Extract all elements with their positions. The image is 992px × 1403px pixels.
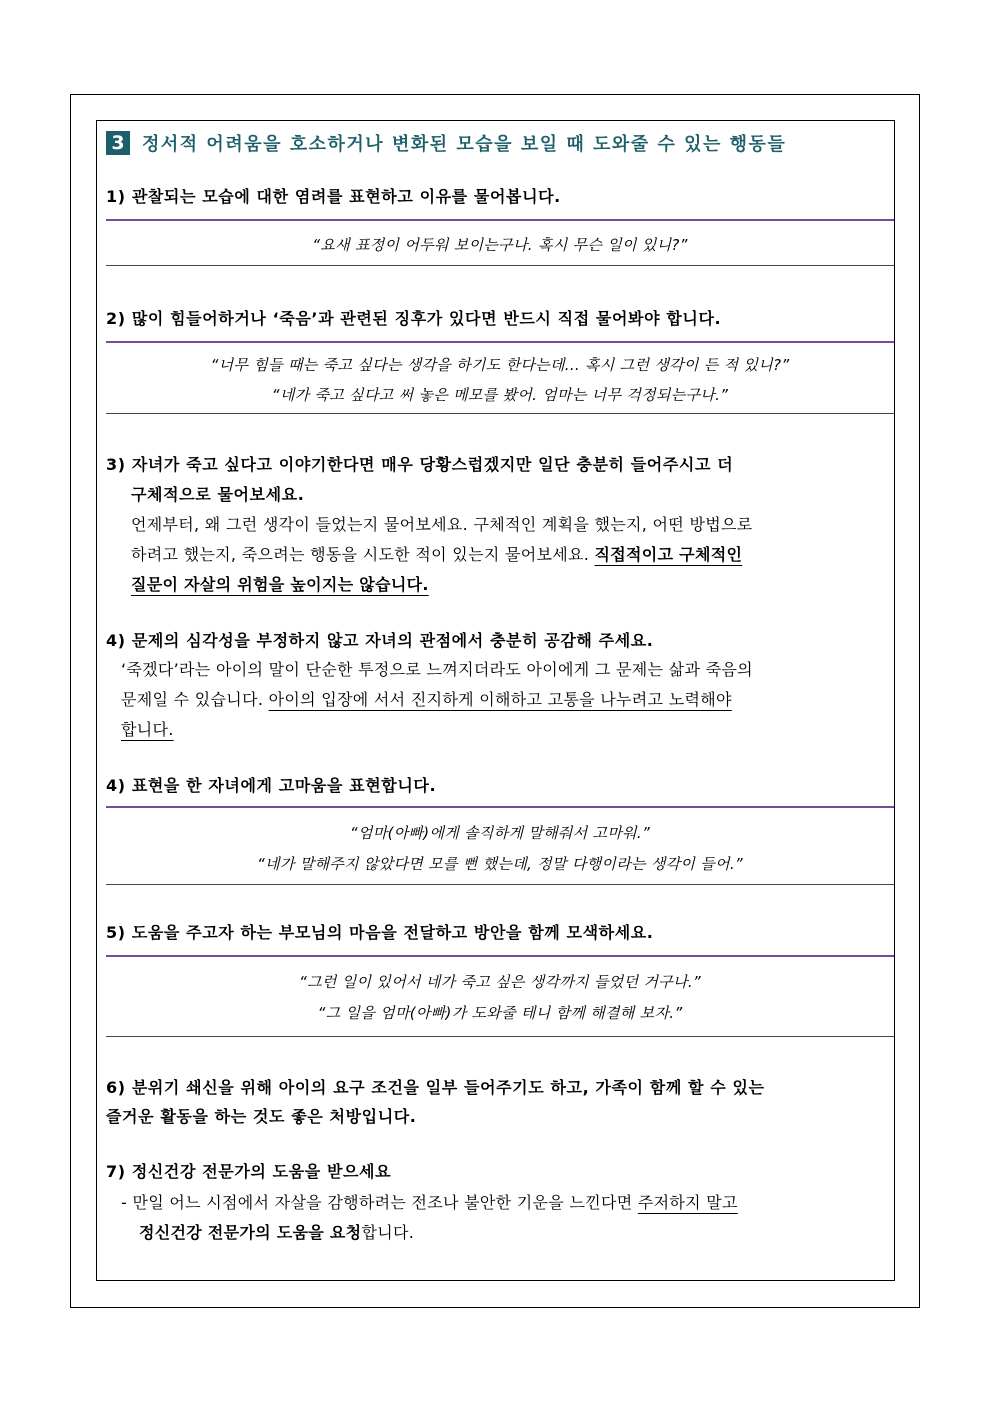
item-5-heading: 5) 도움을 주고자 하는 부모님의 마음을 전달하고 방안을 함께 모색하세요. bbox=[106, 923, 654, 942]
section-title-text: 정서적 어려움을 호소하거나 변화된 모습을 보일 때 도와줄 수 있는 행동들 bbox=[142, 134, 787, 155]
item-2-heading: 2) 많이 힘들어하거나 ‘죽음’과 관련된 징후가 있다면 반드시 직접 물어봐야 합니다. bbox=[106, 309, 722, 328]
item-3-heading-line-1 bbox=[106, 452, 886, 475]
item-6-heading-text: 6) 분위기 쇄신을 위해 아이의 요구 조건을 일부 들어주기도 하고, 가족이 함께 할 수 있는 bbox=[106, 1078, 765, 1097]
item-7-emphasis-2: 정신건강 전문가의 도움을 요청 bbox=[139, 1223, 362, 1242]
section-number-badge: 3 bbox=[106, 131, 130, 155]
item-4b-heading: 4) 표현을 한 자녀에게 고마움을 표현합니다. bbox=[106, 776, 437, 795]
item-7-body-text: - 만일 어느 시점에서 자살을 감행하려는 전조나 불안한 기운을 느낀다면 bbox=[121, 1193, 633, 1212]
item-1-quote-1: “요새 표정이 어두워 보이는구나. 혹시 무슨 일이 있니?” bbox=[312, 236, 688, 254]
item-4-emphasis-2: 합니다. bbox=[121, 720, 174, 739]
item-7-body-line-1 bbox=[121, 1190, 738, 1213]
item-4-heading: 4) 문제의 심각성을 부정하지 않고 자녀의 관점에서 충분히 공감해 주세요. bbox=[106, 631, 654, 650]
divider-gray bbox=[106, 884, 894, 885]
item-3-heading-line-2: 구체적으로 물어보세요. bbox=[131, 485, 305, 504]
item-1-heading: 1) 관찰되는 모습에 대한 염려를 표현하고 이유를 물어봅니다. bbox=[106, 187, 561, 206]
item-2-quote-1: “너무 힘들 때는 죽고 싶다는 생각을 하기도 한다는데... 혹시 그런 생각이 든 적 있니?” bbox=[210, 356, 790, 374]
item-4-emphasis-1: 아이의 입장에 서서 진지하게 이해하고 고통을 나누려고 노력해야 bbox=[268, 690, 732, 709]
divider-gray bbox=[106, 1036, 894, 1037]
item-4-body-text: 문제일 수 있습니다. bbox=[121, 690, 264, 709]
item-3-emphasis-1: 직접적이고 구체적인 bbox=[594, 545, 743, 564]
item-6-heading-line-2: 즐거운 활동을 하는 것도 좋은 처방입니다. bbox=[106, 1107, 417, 1126]
item-2-quote-2: “네가 죽고 싶다고 써 놓은 메모를 봤어. 엄마는 너무 걱정되는구나.” bbox=[271, 386, 729, 404]
divider-gray bbox=[106, 413, 894, 414]
item-4-body-line-1: ‘죽겠다’라는 아이의 말이 단순한 투정으로 느껴지더라도 아이에게 그 문제는 삶과 죽음의 bbox=[121, 660, 753, 679]
item-5-quote-1: “그런 일이 있어서 네가 죽고 싶은 생각까지 들었던 거구나.” bbox=[299, 973, 701, 991]
divider-purple bbox=[106, 219, 894, 221]
item-3-body-text: 하려고 했는지, 죽으려는 행동을 시도한 적이 있는지 물어보세요. bbox=[131, 545, 590, 564]
item-7-body-end: 합니다. bbox=[361, 1223, 415, 1242]
divider-purple bbox=[106, 341, 894, 343]
divider-purple bbox=[106, 806, 894, 808]
item-7-heading: 7) 정신건강 전문가의 도움을 받으세요 bbox=[106, 1162, 392, 1181]
item-3-body-line-2 bbox=[131, 542, 742, 565]
item-3-body-line-1: 언제부터, 왜 그런 생각이 들었는지 물어보세요. 구체적인 계획을 했는지, 어떤 방법으로 bbox=[131, 515, 753, 534]
item-5-quote-2: “그 일을 엄마(아빠)가 도와줄 테니 함께 해결해 보자.” bbox=[317, 1004, 683, 1022]
item-3-heading-text: 3) 자녀가 죽고 싶다고 이야기한다면 매우 당황스럽겠지만 일단 충분히 들어주시고 더 bbox=[106, 455, 734, 474]
section-title bbox=[106, 129, 786, 157]
divider-gray bbox=[106, 265, 894, 266]
item-7-body-line-2 bbox=[139, 1220, 414, 1243]
divider-purple bbox=[106, 955, 894, 957]
item-6-heading-line-1 bbox=[106, 1075, 886, 1098]
item-4b-quote-1: “엄마(아빠)에게 솔직하게 말해줘서 고마워.” bbox=[349, 824, 651, 842]
item-3-emphasis-2: 질문이 자살의 위험을 높이지는 않습니다. bbox=[131, 575, 429, 594]
item-7-emphasis-1: 주저하지 말고 bbox=[637, 1193, 738, 1212]
item-4-body-line-2 bbox=[121, 687, 732, 710]
item-4b-quote-2: “네가 말해주지 않았다면 모를 뻔 했는데, 정말 다행이라는 생각이 들어.” bbox=[256, 855, 743, 873]
